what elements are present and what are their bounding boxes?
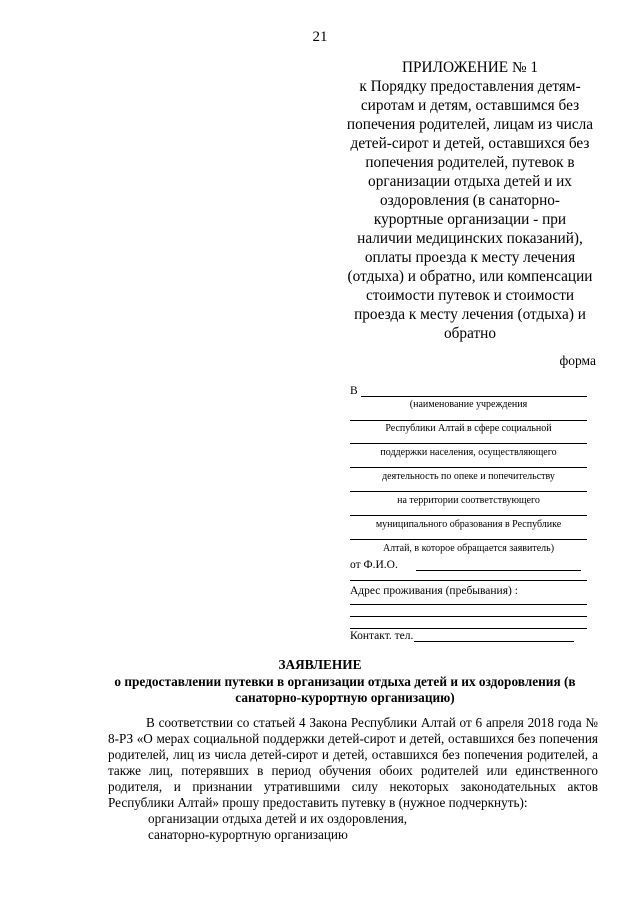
address-field-line[interactable] xyxy=(350,616,587,617)
phone-label: Контакт. тел. xyxy=(350,630,414,642)
recipient-caption: (наименование учреждения xyxy=(409,399,528,410)
body-paragraph-block xyxy=(108,715,598,811)
recipient-field-line[interactable] xyxy=(361,396,587,397)
document-subtitle: о предоставлении путевки в организации отдыха детей и их оздоровления (в санаторно-курортную организацию) xyxy=(114,674,576,705)
page-number: 21 xyxy=(312,29,328,45)
fio-field-line[interactable] xyxy=(416,570,581,571)
recipient-caption: поддержки населения, осуществляющего xyxy=(380,447,557,458)
appendix-line: (отдыха) и обратно, или компенсации xyxy=(347,268,593,285)
appendix-line: сиротам и детям, оставшимся без xyxy=(360,97,580,114)
appendix-block xyxy=(335,58,605,343)
address-field-line[interactable] xyxy=(350,628,587,629)
address-field-line[interactable] xyxy=(350,604,587,605)
recipient-caption: муниципального образования в Республике xyxy=(375,519,562,530)
recipient-caption: Алтай, в которое обращается заявитель) xyxy=(382,543,555,554)
fio-field-line[interactable] xyxy=(350,580,587,581)
recipient-field-line[interactable] xyxy=(350,443,587,444)
recipient-field-line[interactable] xyxy=(350,539,587,540)
from-label: от Ф.И.О. xyxy=(350,559,398,571)
recipient-field-line[interactable] xyxy=(350,420,587,421)
appendix-line: организации отдыха детей и их xyxy=(368,173,572,190)
recipient-caption: на территории соответствующего xyxy=(397,495,540,506)
appendix-line: детей-сирот и детей, оставшихся без xyxy=(350,135,590,152)
appendix-line: оплаты проезда к месту лечения xyxy=(364,249,576,266)
recipient-prefix: В xyxy=(350,385,358,397)
appendix-line: попечения родителей, путевок в xyxy=(365,154,575,171)
appendix-line: попечения родителей, лицам из числа xyxy=(346,116,594,133)
recipient-field-line[interactable] xyxy=(350,515,587,516)
appendix-line: оздоровления (в санаторно- xyxy=(379,192,560,209)
recipient-field-line[interactable] xyxy=(350,491,587,492)
recipient-field-line[interactable] xyxy=(350,467,587,468)
recipient-caption: деятельность по опеке и попечительству xyxy=(382,471,555,482)
body-paragraph: В соответствии со статьей 4 Закона Республики Алтай от 6 апреля 2018 года № 8-РЗ «О мерах социальной поддержки детей-сирот и детей, оставшихся без попечения родителей, лиц из числа детей-сирот и детей, оставшихся без попечения родителей, а также лиц, потерявших в период обучения обоих родителей или единственного родителя, и признании утратившими силу некоторых законодательных актов Республики Алтай» прошу предоставить путевку в (нужное подчеркнуть): xyxy=(108,715,598,810)
appendix-line: обратно xyxy=(444,325,496,342)
appendix-title: ПРИЛОЖЕНИЕ № 1 xyxy=(401,59,539,76)
option-item[interactable]: организации отдыха детей и их оздоровления, xyxy=(148,811,408,826)
appendix-line: курортные организации - при xyxy=(373,211,567,228)
appendix-line: наличии медицинских показаний), xyxy=(357,230,583,247)
form-label: форма xyxy=(559,353,596,368)
appendix-line: к Порядку предоставления детям- xyxy=(359,78,581,95)
appendix-line: стоимости путевок и стоимости xyxy=(365,287,575,304)
recipient-caption: Республики Алтай в сфере социальной xyxy=(385,423,552,434)
document-title: ЗАЯВЛЕНИЕ xyxy=(278,657,362,672)
phone-field-line[interactable] xyxy=(414,641,574,642)
option-item[interactable]: санаторно-курортную организацию xyxy=(148,827,348,842)
address-label: Адрес проживания (пребывания) : xyxy=(350,585,518,597)
appendix-line: проезда к месту лечения (отдыха) и xyxy=(354,306,586,323)
